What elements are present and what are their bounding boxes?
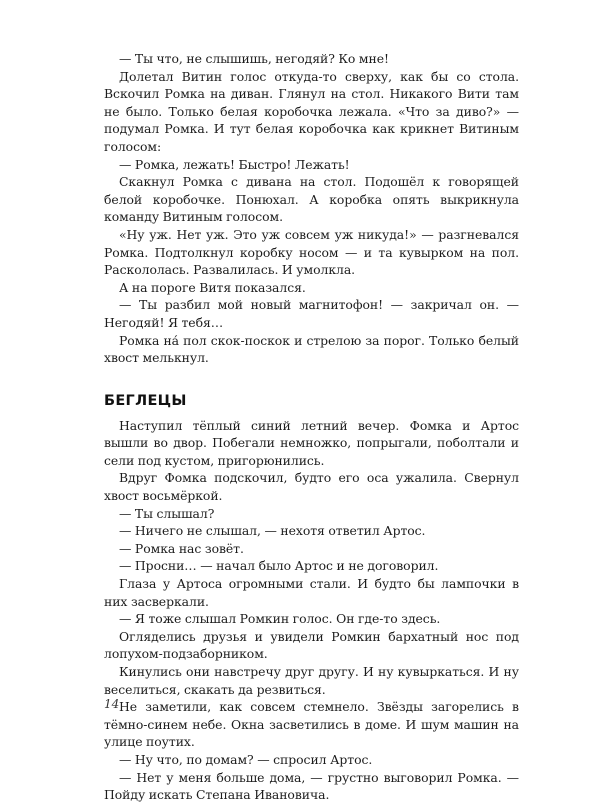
paragraph: — Ты что, не слышишь, негодяй? Ко мне!: [119, 51, 389, 66]
paragraph: Ромка на́ пол скок-поскок и стрелою за порог. Только белый хвост мелькнул.: [104, 332, 519, 366]
book-page: [104, 50, 519, 804]
paragraph: А на пороге Витя показался.: [119, 279, 306, 295]
paragraph: Долетал Витин голос откуда-то сверху, как бы со стола. Вскочил Ромка на диван. Глянул на стол. Никакого Вити там не было. Только белая коробочка лежала. «Что за диво?» — подумал Ромка. И тут белая коробочка как крикнет Витиным голосом:: [104, 68, 519, 154]
paragraph: — Ромка, лежать! Быстро! Лежать!: [119, 156, 350, 172]
paragraph: Огляделись друзья и увидели Ромкин бархатный нос под лопухом-подзаборником.: [104, 628, 519, 662]
paragraph: — Нет у меня больше дома, — грустно выговорил Ромка. — Пойду искать Степана Ивановича.: [104, 769, 519, 803]
page-number: 14: [104, 697, 120, 711]
paragraph: — Ничего не слышал, — нехотя ответил Артос.: [119, 523, 426, 539]
paragraph: Глаза у Артоса огромными стали. И будто бы лампочки в них засверкали.: [104, 576, 519, 609]
story-ending: [104, 50, 519, 367]
paragraph: — Ты слышал?: [119, 505, 215, 521]
chapter-body: [104, 417, 519, 804]
paragraph: — Просни… — начал было Артос и не договорил.: [119, 558, 439, 574]
paragraph: Кинулись они навстречу друг другу. И ну кувыркаться. И ну веселиться, скакать да резвиться.: [104, 664, 519, 697]
paragraph: Не заметили, как совсем стемнело. Звёзды загорелись в тёмно-синем небе. Окна засветились в доме. И шум машин на улице поутих.: [104, 699, 519, 750]
paragraph: Наступил тёплый синий летний вечер. Фомка и Артос вышли во двор. Побегали немножко, попрыгали, поболтали и сели под кустом, пригорюнились.: [104, 417, 519, 468]
paragraph: — Ромка нас зовёт.: [119, 540, 244, 556]
paragraph: Скакнул Ромка с дивана на стол. Подошёл к говорящей белой коробочке. Понюхал. А коробка опять выкрикнула команду Витиным голосом.: [104, 174, 519, 225]
paragraph: «Ну уж. Нет уж. Это уж совсем уж никуда!» — разгневался Ромка. Подтолкнул коробку носом — и та кувырком на пол. Раскололась. Развалилась. И умолкла.: [104, 226, 519, 278]
paragraph: — Ну что, по домам? — спросил Артос.: [119, 751, 373, 767]
paragraph: — Ты разбил мой новый магнитофон! — закричал он. — Негодяй! Я тебя…: [104, 297, 519, 330]
paragraph: — Я тоже слышал Ромкин голос. Он где-то здесь.: [119, 611, 441, 627]
paragraph: Вдруг Фомка подскочил, будто его оса ужалила. Свернул хвост восьмёркой.: [104, 470, 519, 504]
chapter-title: БЕГЛЕЦЫ: [104, 392, 187, 409]
